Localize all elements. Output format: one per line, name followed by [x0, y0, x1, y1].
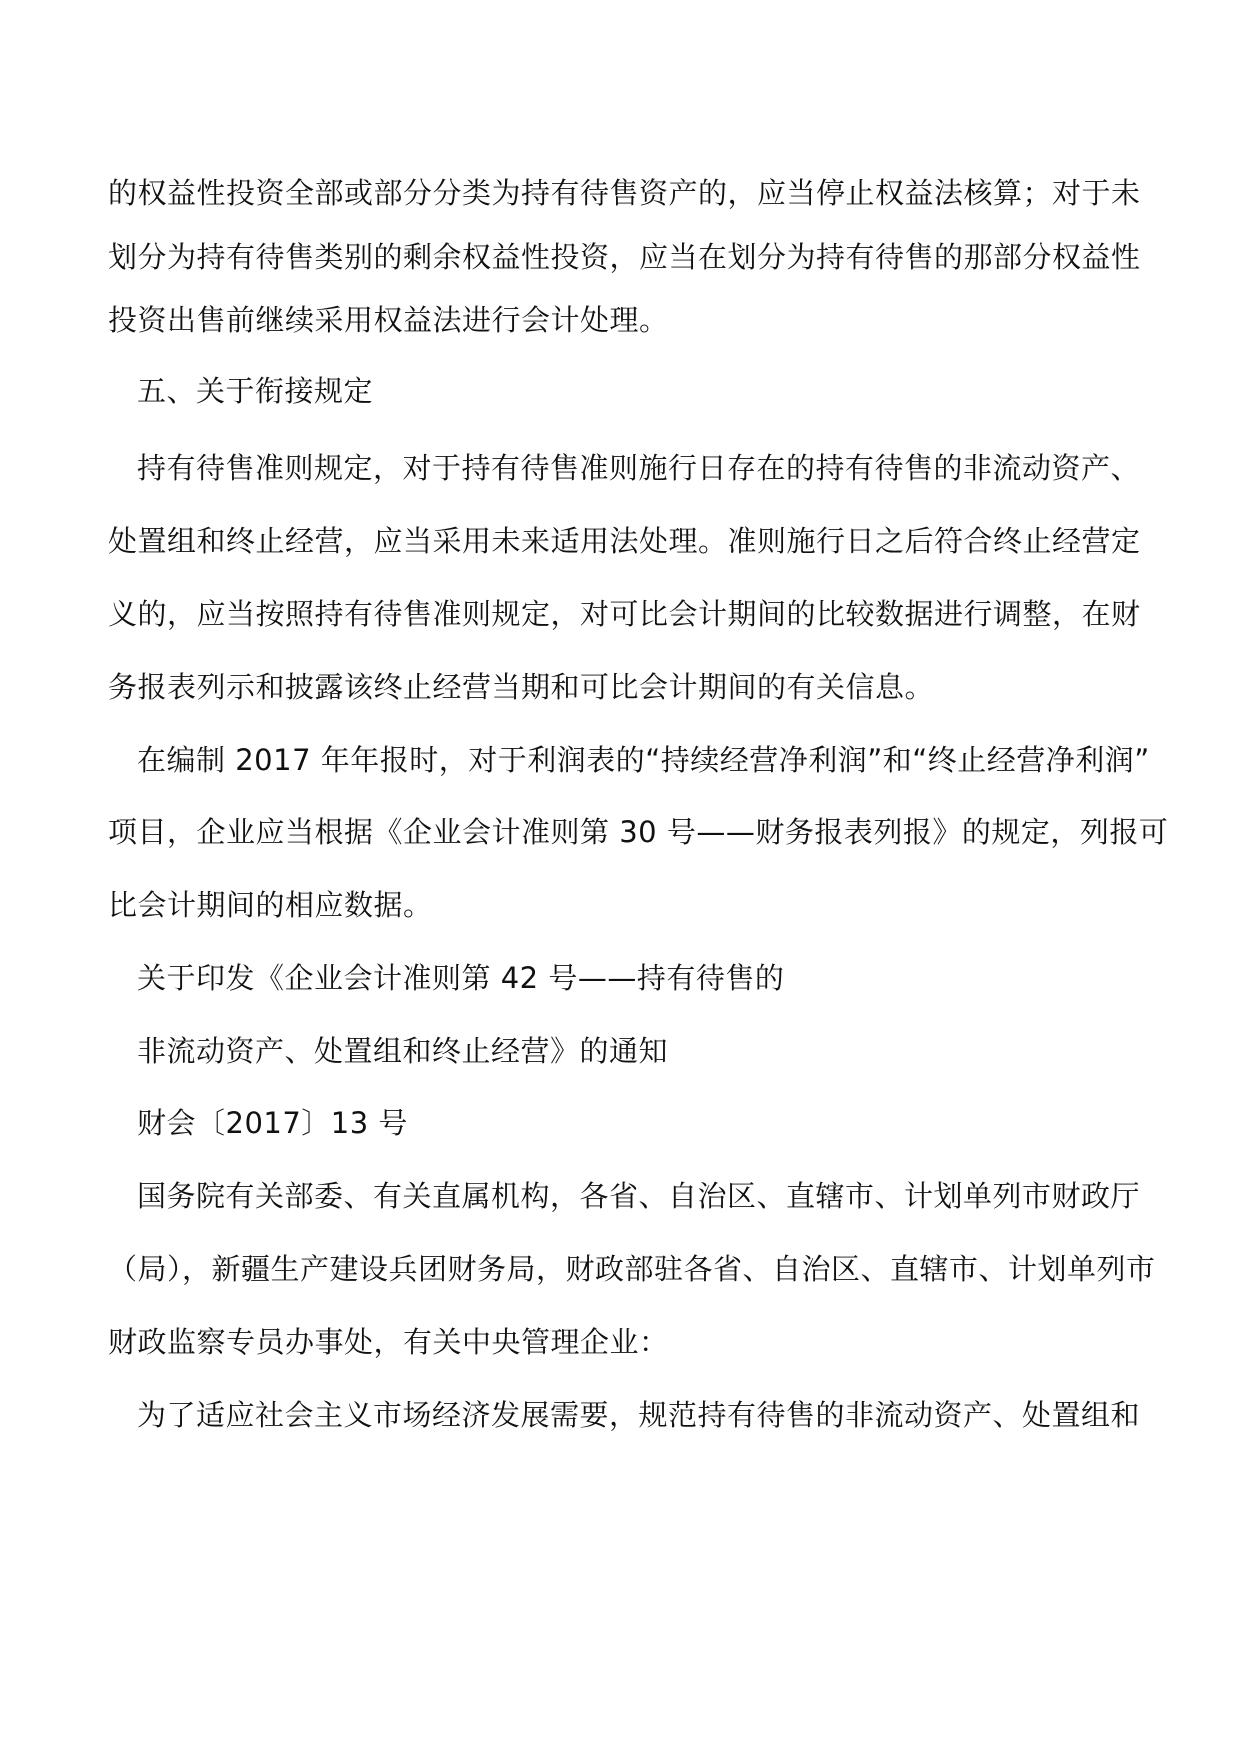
section-heading: 五、关于衔接规定 [137, 374, 374, 408]
notice-title-line: 关于印发《企业会计准则第 42 号——持有待售的 [137, 961, 785, 995]
paragraph-line: 义的，应当按照持有待售准则规定，对可比会计期间的比较数据进行调整，在财 [108, 597, 1141, 631]
paragraph-line: 的权益性投资全部或部分分类为持有待售资产的，应当停止权益法核算；对于未 [108, 176, 1141, 210]
addressee-line: （局），新疆生产建设兵团财务局，财政部驻各省、自治区、直辖市、计划单列市 [108, 1252, 1156, 1286]
paragraph-line: 持有待售准则规定，对于持有待售准则施行日存在的持有待售的非流动资产、 [137, 451, 1141, 485]
paragraph-line: 处置组和终止经营，应当采用未来适用法处理。准则施行日之后符合终止经营定 [108, 524, 1141, 558]
addressee-line: 国务院有关部委、有关直属机构，各省、自治区、直辖市、计划单列市财政厅 [137, 1179, 1141, 1213]
paragraph-line: 比会计期间的相应数据。 [108, 888, 433, 922]
paragraph-line: 为了适应社会主义市场经济发展需要，规范持有待售的非流动资产、处置组和 [137, 1398, 1141, 1432]
addressee-line: 财政监察专员办事处，有关中央管理企业： [108, 1325, 669, 1359]
paragraph-line: 在编制 2017 年年报时，对于利润表的“持续经营净利润”和“终止经营净利润” [137, 743, 1150, 777]
paragraph-line: 投资出售前继续采用权益法进行会计处理。 [108, 303, 669, 337]
document-number: 财会〔2017〕13 号 [137, 1106, 408, 1140]
paragraph-line: 项目，企业应当根据《企业会计准则第 30 号——财务报表列报》的规定，列报可 [108, 815, 1169, 849]
paragraph-line: 务报表列示和披露该终止经营当期和可比会计期间的有关信息。 [108, 670, 935, 704]
notice-title-line: 非流动资产、处置组和终止经营》的通知 [137, 1034, 669, 1068]
paragraph-line: 划分为持有待售类别的剩余权益性投资，应当在划分为持有待售的那部分权益性 [108, 240, 1141, 274]
